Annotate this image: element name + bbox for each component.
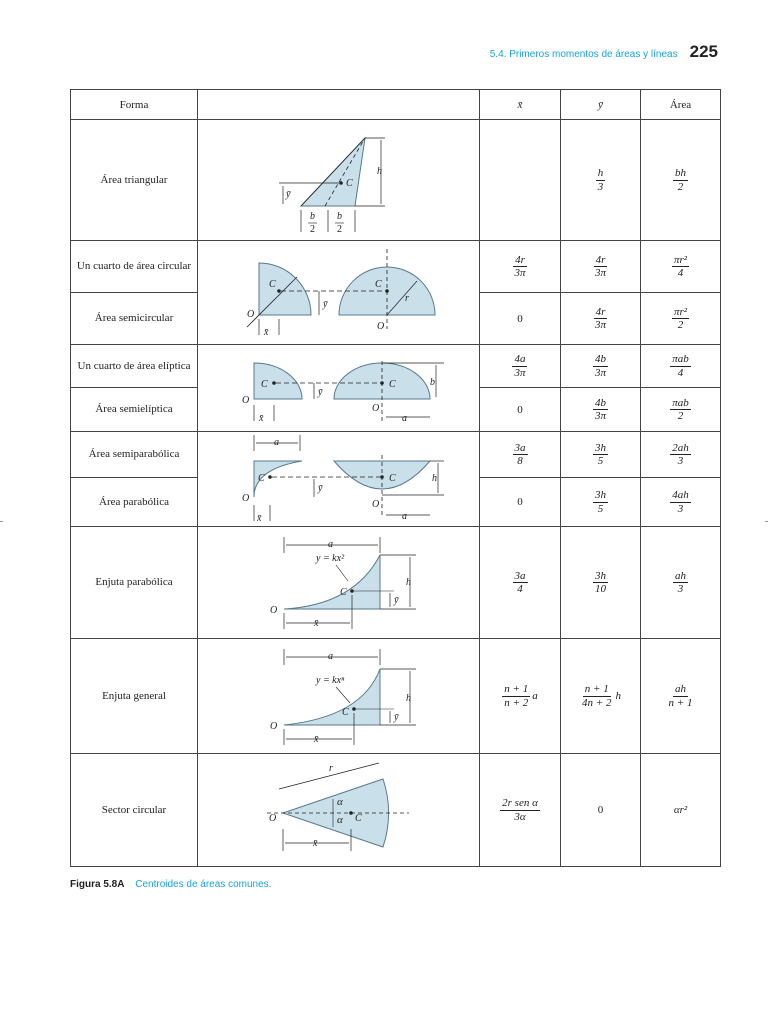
height-label: h (376, 166, 382, 177)
b-label: b (309, 211, 315, 222)
shape-name: Enjuta general (71, 639, 198, 754)
table-row (71, 754, 721, 867)
alpha-label: α (336, 814, 343, 826)
col-header-area: Área (641, 90, 721, 120)
col-header-xbar: x̄ (480, 90, 561, 120)
centroid-label: C (388, 379, 396, 390)
height-label: h (405, 576, 411, 588)
table-row (71, 241, 721, 293)
two-label: 2 (336, 224, 342, 235)
shape-name: Área semielíptica (71, 388, 198, 432)
shape-name: Área semicircular (71, 293, 198, 345)
ybar-label: ȳ (317, 387, 322, 398)
cell-xbar (480, 120, 561, 241)
col-header-shape: Forma (71, 90, 198, 120)
cell-xbar: 0 (480, 388, 561, 432)
origin-label: O (241, 493, 249, 504)
centroid-label: C (257, 473, 265, 484)
edge-mark-left (0, 521, 3, 522)
shape-name: Área triangular (71, 120, 198, 241)
cell-xbar: $\frac{4r}{3\pi}$ (480, 241, 561, 293)
cell-area: $\frac{2ah}{3}$ (641, 432, 721, 478)
curve-equation: y = kxⁿ (315, 675, 344, 686)
running-header (490, 42, 718, 62)
ybar-label: ȳ (393, 712, 398, 723)
xbar-label: x̄ (263, 326, 268, 338)
xbar-label: x̄ (256, 513, 261, 524)
figure-caption (70, 879, 271, 890)
a-label: a (401, 511, 407, 522)
cell-xbar: 0 (480, 478, 561, 527)
xbar-label: x̄ (258, 413, 263, 424)
centroid-label: C (341, 707, 349, 718)
radius-label: r (328, 763, 333, 774)
b-label: b (336, 211, 342, 222)
cell-xbar: $\frac{4a}{3\pi}$ (480, 345, 561, 388)
table-row (71, 527, 721, 639)
cell-ybar: $\frac{n + 1}{4n + 2}$ h (561, 639, 641, 754)
a-label: a (273, 437, 279, 448)
caption-label: Figura 5.8A (70, 879, 125, 890)
shape-name: Un cuarto de área circular (71, 241, 198, 293)
shape-name: Sector circular (71, 754, 198, 867)
cell-xbar: $\frac{3a}{4}$ (480, 527, 561, 639)
height-label: h (431, 473, 437, 484)
centroid-label: C (268, 278, 276, 290)
origin-label: O (246, 308, 254, 320)
table-row (71, 432, 721, 478)
a-label: a (401, 413, 407, 424)
centroid-label: C (339, 586, 347, 598)
cell-area: $\frac{\text{πr²}}{4}$ (641, 241, 721, 293)
shape-name: Área parabólica (71, 478, 198, 527)
cell-ybar: $\frac{4r}{3\pi}$ (561, 293, 641, 345)
alpha-label: α (336, 796, 343, 808)
two-label: 2 (309, 224, 315, 235)
cell-ybar: $\frac{3h}{10}$ (561, 527, 641, 639)
shape-name: Enjuta parabólica (71, 527, 198, 639)
ybar-label: ȳ (393, 594, 398, 606)
xbar-label: x̄ (313, 734, 318, 745)
figure-parabolic-spandrel (198, 527, 480, 639)
centroid-label: C (374, 278, 382, 290)
cell-ybar: $\frac{4b}{3\pi}$ (561, 388, 641, 432)
cell-ybar: $\frac{3h}{5}$ (561, 478, 641, 527)
cell-ybar: $\frac{4r}{3\pi}$ (561, 241, 641, 293)
table-row (71, 120, 721, 241)
cell-ybar: $\frac{h}{3}$ (561, 120, 641, 241)
ybar-label: ȳ (317, 483, 322, 494)
table-row (71, 345, 721, 388)
cell-xbar: 0 (480, 293, 561, 345)
centroid-label: C (388, 473, 396, 484)
shape-name: Un cuarto de área elíptica (71, 345, 198, 388)
a-label: a (327, 651, 333, 662)
ybar-label: ȳ (322, 298, 327, 310)
figure-parabolic (198, 432, 480, 527)
centroid-label: C (354, 813, 362, 824)
cell-area: $\frac{\text{πab}}{4}$ (641, 345, 721, 388)
cell-ybar: $\frac{4b}{3\pi}$ (561, 345, 641, 388)
col-header-figure (198, 90, 480, 120)
table-row (71, 639, 721, 754)
cell-area: $\frac{bh}{2}$ (641, 120, 721, 241)
origin-label: O (241, 395, 249, 406)
origin-label: O (371, 499, 379, 510)
cell-xbar: $\frac{3a}{8}$ (480, 432, 561, 478)
cell-area: $\frac{\text{πab}}{2}$ (641, 388, 721, 432)
cell-area: αr² (641, 754, 721, 867)
xbar-label: x̄ (312, 838, 317, 849)
radius-label: r (404, 292, 409, 304)
curve-equation: y = kx² (315, 552, 344, 564)
centroid-label: C (345, 178, 353, 189)
xbar-label: x̄ (313, 617, 318, 629)
centroid-table (70, 89, 721, 867)
cell-area: $\frac{4ah}{3}$ (641, 478, 721, 527)
b-label: b (429, 377, 435, 388)
ybar-label: ȳ (285, 189, 290, 200)
figure-circular-sector (198, 754, 480, 867)
cell-ybar: 0 (561, 754, 641, 867)
page-number: 225 (689, 42, 718, 61)
origin-label: O (376, 320, 384, 332)
origin-label: O (268, 813, 276, 824)
origin-label: O (269, 604, 277, 616)
caption-text: Centroides de áreas comunes. (135, 879, 272, 890)
figure-elliptical (198, 345, 480, 432)
height-label: h (405, 693, 411, 704)
origin-label: O (371, 403, 379, 414)
cell-xbar: $\frac{\text{2r sen α}}{3\alpha}$ (480, 754, 561, 867)
cell-area: $\frac{ah}{n + 1}$ (641, 639, 721, 754)
cell-ybar: $\frac{3h}{5}$ (561, 432, 641, 478)
cell-xbar: $\frac{n + 1}{n + 2}$ a (480, 639, 561, 754)
centroid-label: C (260, 379, 268, 390)
section-title: 5.4. Primeros momentos de áreas y líneas (489, 49, 678, 60)
cell-area: $\frac{\text{πr²}}{2}$ (641, 293, 721, 345)
figure-general-spandrel (198, 639, 480, 754)
cell-area: $\frac{ah}{3}$ (641, 527, 721, 639)
figure-circular (198, 241, 480, 345)
figure-triangle (198, 120, 480, 241)
shape-name: Área semiparabólica (71, 432, 198, 478)
col-header-ybar: ȳ (561, 90, 641, 120)
header-row (71, 90, 721, 120)
origin-label: O (269, 721, 277, 732)
a-label: a (327, 538, 333, 550)
